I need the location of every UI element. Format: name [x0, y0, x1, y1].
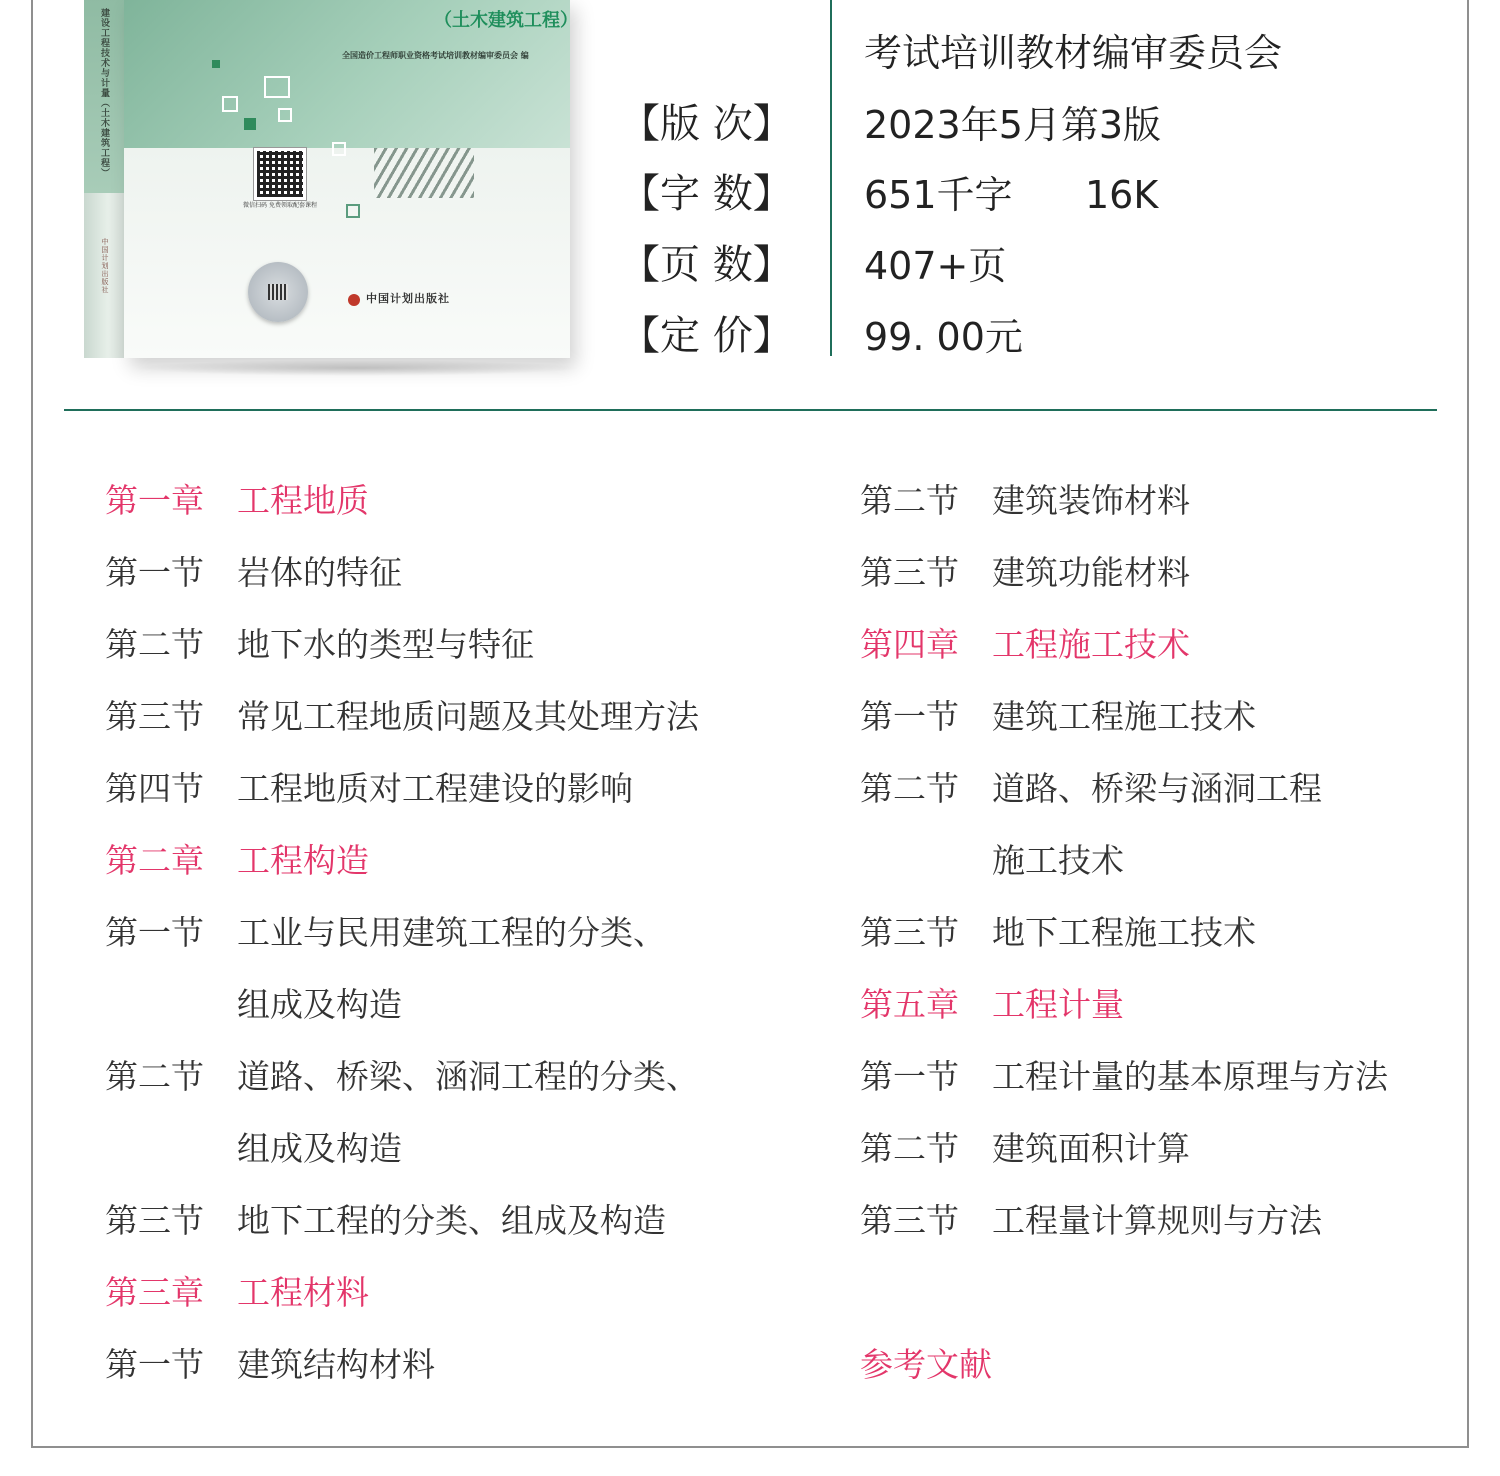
decor-square [212, 60, 220, 68]
toc-section [860, 534, 1388, 606]
decor-square [264, 76, 290, 98]
toc-title: 工程计量的基本原理与方法 [992, 1056, 1388, 1096]
section-divider [64, 409, 1437, 411]
qr-code-icon [254, 148, 306, 200]
toc-number: 第二节 [860, 480, 959, 520]
toc-section [860, 894, 1388, 966]
toc-title: 工程量计算规则与方法 [992, 1200, 1322, 1240]
book-front-cover [124, 0, 578, 358]
toc-number: 第二节 [860, 768, 959, 808]
toc-number: 第一节 [105, 1344, 204, 1384]
toc-number: 第五章 [860, 984, 959, 1024]
toc-number: 第一章 [105, 480, 204, 520]
toc-title: 地下水的类型与特征 [237, 624, 534, 664]
toc-section [860, 1110, 1388, 1182]
toc-title: 工程计量 [992, 984, 1124, 1024]
toc-title: 建筑结构材料 [237, 1344, 435, 1384]
toc-chapter [105, 462, 699, 534]
toc-title: 地下工程施工技术 [992, 912, 1256, 952]
toc-title: 工程地质 [237, 480, 369, 520]
book-cover-image [62, 0, 576, 376]
decor-square [332, 142, 346, 156]
toc-number: 第一节 [860, 696, 959, 736]
toc-title: 地下工程的分类、组成及构造 [237, 1200, 666, 1240]
toc-chapter [860, 1326, 1388, 1398]
decor-stripes [374, 148, 474, 198]
toc-chapter [860, 966, 1388, 1038]
toc-section [860, 1182, 1388, 1254]
toc-number: 第三节 [860, 1200, 959, 1240]
decor-square [222, 96, 238, 112]
toc-section [860, 1038, 1388, 1110]
toc-section [860, 462, 1388, 534]
toc-title: 工程地质对工程建设的影响 [237, 768, 633, 808]
toc-number: 第一节 [860, 1056, 959, 1096]
cover-publisher: 中国计划出版社 [366, 292, 450, 305]
toc-title: 建筑面积计算 [992, 1128, 1190, 1168]
toc-chapter [105, 822, 699, 894]
toc-section [105, 678, 699, 750]
toc-title: 道路、桥梁与涵洞工程 [992, 768, 1322, 808]
toc-title: 岩体的特征 [237, 552, 402, 592]
toc-section [105, 1110, 699, 1182]
info-label-edition: 【版 次】 [620, 101, 793, 147]
toc-number: 第四章 [860, 624, 959, 664]
info-divider [830, 0, 832, 356]
toc-number: 第二节 [860, 1128, 959, 1168]
toc-title: 工程施工技术 [992, 624, 1190, 664]
toc-number: 第四节 [105, 768, 204, 808]
decor-square [278, 108, 292, 122]
spine-publisher: 中国计划出版社 [101, 238, 109, 294]
info-value-edition: 2023年5月第3版 [864, 103, 1162, 147]
toc-title: 建筑装饰材料 [992, 480, 1190, 520]
anti-counterfeit-seal-icon [248, 262, 308, 322]
toc-title: 建筑功能材料 [992, 552, 1190, 592]
info-label-pages: 【页 数】 [620, 242, 793, 288]
publisher-logo-icon [348, 294, 360, 306]
toc-chapter [105, 1254, 699, 1326]
info-label-wordcount: 【字 数】 [620, 171, 793, 217]
toc-section [105, 1326, 699, 1398]
toc-number: 第一节 [105, 912, 204, 952]
toc-title: 工业与民用建筑工程的分类、 [237, 912, 666, 952]
toc-number: 第三章 [105, 1272, 204, 1312]
toc-section [105, 894, 699, 966]
toc-number: 第三节 [105, 1200, 204, 1240]
toc-right-column [860, 462, 1388, 1398]
toc-section [105, 966, 699, 1038]
cover-subtitle: （土木建筑工程） [434, 10, 578, 31]
toc-section [105, 534, 699, 606]
toc-section [105, 750, 699, 822]
toc-title: 参考文献 [860, 1344, 992, 1384]
toc-section [860, 750, 1388, 822]
info-value-price: 99. 00元 [864, 315, 1023, 359]
info-label-price: 【定 价】 [620, 313, 793, 359]
spine-title: 建设工程技术与计量（土木建筑工程） [99, 8, 109, 178]
toc-title: 常见工程地质问题及其处理方法 [237, 696, 699, 736]
toc-spacer [860, 1254, 1388, 1326]
toc-title: 建筑工程施工技术 [992, 696, 1256, 736]
toc-section [105, 1038, 699, 1110]
toc-section [105, 606, 699, 678]
info-value-pages: 407+页 [864, 244, 1007, 288]
toc-chapter [860, 606, 1388, 678]
toc-title: 施工技术 [992, 840, 1124, 880]
toc-left-column [105, 462, 699, 1398]
toc-title: 工程构造 [237, 840, 369, 880]
toc-title: 组成及构造 [237, 1128, 402, 1168]
toc-title: 道路、桥梁、涵洞工程的分类、 [237, 1056, 699, 1096]
decor-square [346, 204, 360, 218]
toc-section [860, 678, 1388, 750]
toc-title: 工程材料 [237, 1272, 369, 1312]
toc-number: 第三节 [860, 912, 959, 952]
info-editor-value: 考试培训教材编审委员会 [864, 31, 1283, 75]
qr-caption: 微信扫码 免费领取配套课程 [243, 202, 317, 209]
toc-number: 第二节 [105, 1056, 204, 1096]
toc-number: 第三节 [105, 696, 204, 736]
toc-number: 第二章 [105, 840, 204, 880]
toc-title: 组成及构造 [237, 984, 402, 1024]
info-value-wordcount: 651千字 16K [864, 173, 1159, 217]
book-spine [84, 0, 125, 358]
toc-number: 第二节 [105, 624, 204, 664]
cover-editor: 全国造价工程师职业资格考试培训教材编审委员会 编 [342, 51, 529, 60]
toc-number: 第三节 [860, 552, 959, 592]
toc-number: 第一节 [105, 552, 204, 592]
toc-section [105, 1182, 699, 1254]
decor-square [244, 118, 256, 130]
toc-section [860, 822, 1388, 894]
